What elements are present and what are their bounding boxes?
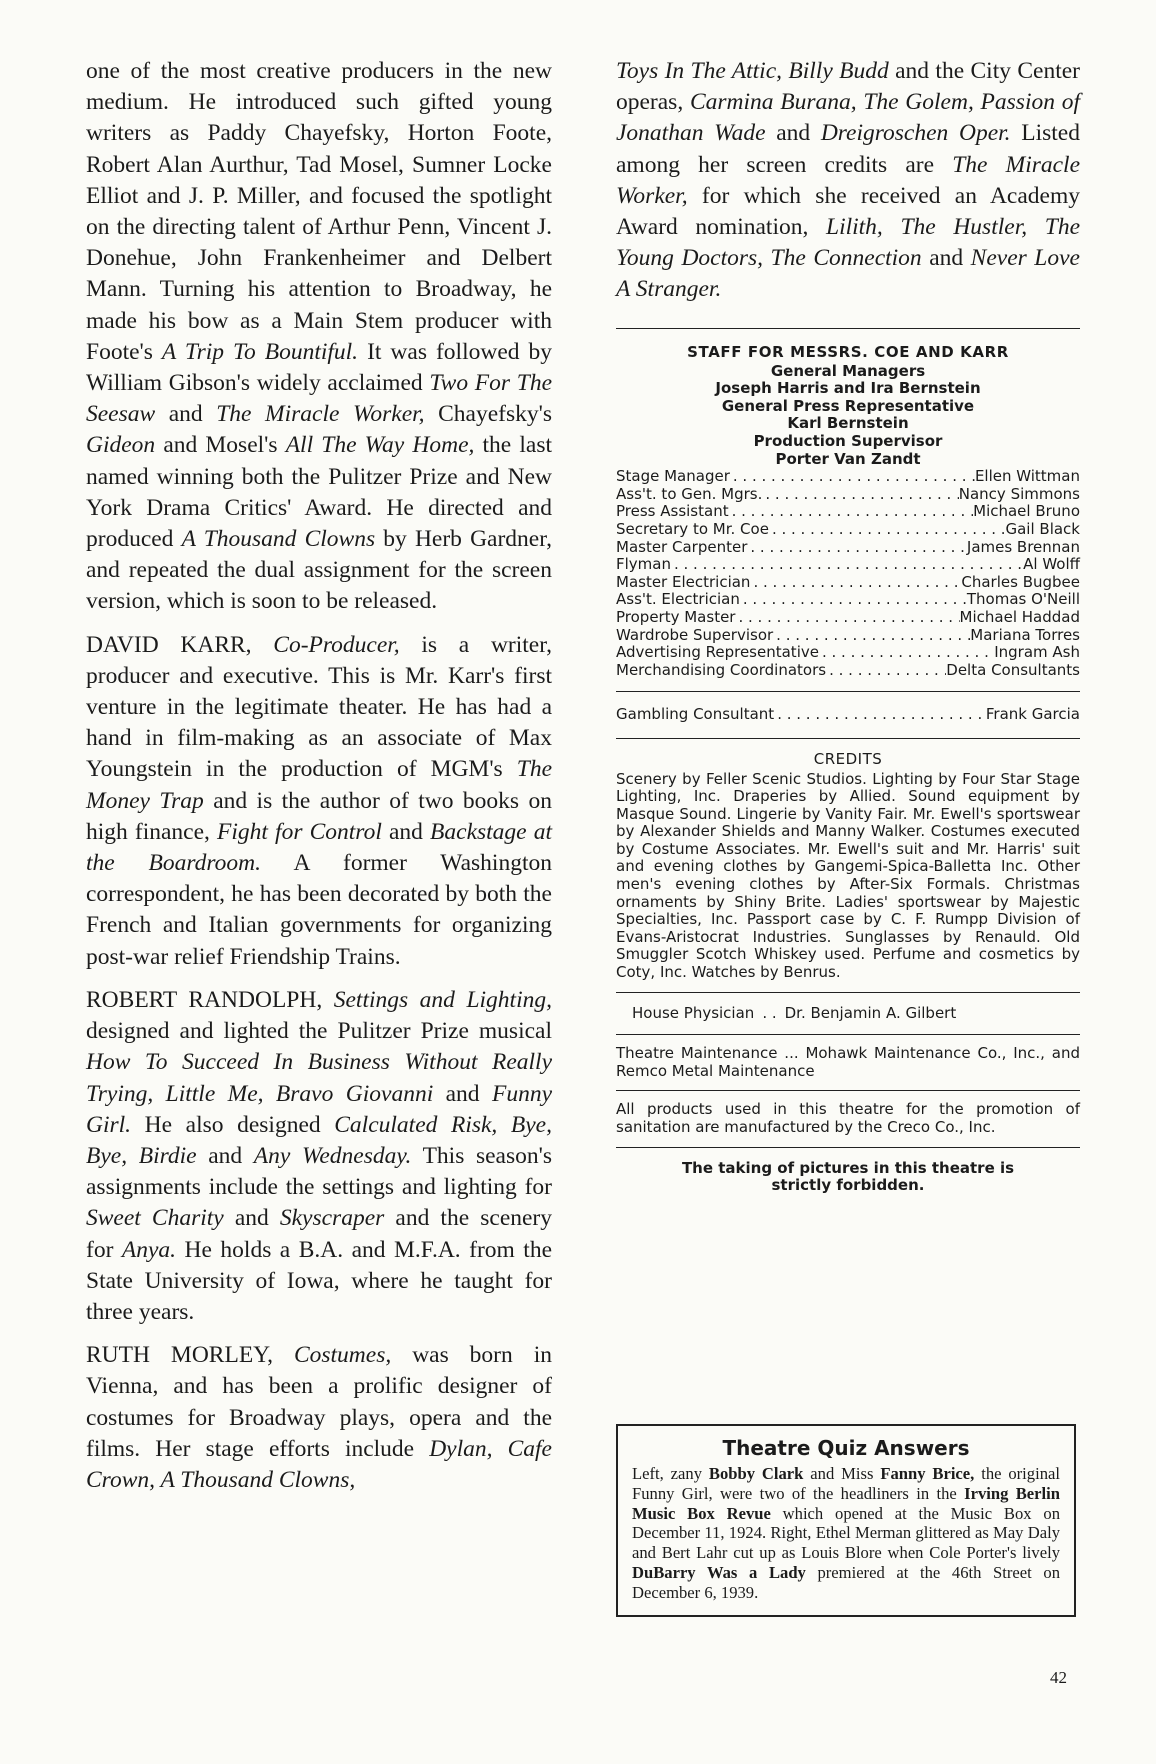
staff-role: Merchandising Coordinators <box>616 660 827 679</box>
bold-text: Irving Berlin Music Box Revue <box>632 1483 1060 1523</box>
text-run: and <box>765 120 821 147</box>
italic-title: Calculated Risk, Bye, Bye, Birdie <box>86 1111 552 1169</box>
staff-role: Secretary to Mr. Coe <box>616 519 769 538</box>
text-run: and <box>196 1142 254 1169</box>
staff-row <box>616 521 1080 539</box>
staff-role: Press Assistant <box>616 502 729 521</box>
divider <box>616 1090 1080 1091</box>
text-run: and <box>155 401 217 428</box>
staff-section <box>616 343 1080 680</box>
quiz-title: Theatre Quiz Answers <box>722 1436 970 1460</box>
credits-text: Scenery by Feller Scenic Studios. Lighting by Four Star Stage Lighting, Inc. Draperies by Allied. Sound equipment by Masque Sound. Lingerie by Vanity Fair. Mr. Ewell's sportswear by Alexander Shields and Manny Walker. Costumes executed by Costume Associates. Mr. Ewell's suit and Mr. Harris' suit and evening clothes by Gangemi-Spica-Balletta Inc. Other men's evening clothes by After-Six Formals. Christmas ornaments by Shiny Brite. Ladies' sportswear by Majestic Specialties, Inc. Passport case by C. F. Rumpp Division of Evans-Aristocrat Industries. Sunglasses by Renauld. Old Smuggler Scotch Whiskey used. Perfume and cosmetics by Coty, Inc. Watches by Benrus. <box>616 769 1080 982</box>
press-rep-label: General Press Representative <box>721 396 975 415</box>
staff-role: Advertising Representative <box>616 643 819 662</box>
text-run: A former Washington correspondent, he has been decorated by both the French and Italian governments for organizing post-war relief Friendship Trains. <box>86 850 552 970</box>
staff-name: Gail Black <box>1005 519 1080 538</box>
press-rep: Karl Bernstein <box>787 414 909 433</box>
divider <box>616 328 1080 329</box>
text-run: and <box>433 1080 492 1107</box>
italic-title: Skyscraper <box>279 1205 385 1232</box>
staff-row <box>616 574 1080 592</box>
general-managers: Joseph Harris and Ira Bernstein <box>715 379 981 398</box>
divider <box>616 738 1080 739</box>
text-run: by Herb Gardner, and repeated the dual assignment for the screen version, which is soon to be released. <box>86 526 552 615</box>
staff-role: Ass't. to Gen. Mgrs. <box>616 484 763 503</box>
text-run: RUTH MORLEY, <box>86 1342 294 1369</box>
bio-paragraph-robert-randolph <box>86 985 552 1328</box>
staff-name: Al Wolff <box>1023 555 1080 574</box>
text-run: and <box>381 818 431 845</box>
bio-paragraph-ruth-morley <box>86 1340 552 1496</box>
staff-role: Ass't. Electrician <box>616 590 740 609</box>
staff-name: Charles Bugbee <box>961 572 1080 591</box>
italic-title: How To Succeed In Business Without Really Trying, Little Me, Bravo Giovanni <box>86 1049 552 1107</box>
italic-title: Backstage at the Boardroom. <box>86 818 552 877</box>
italic-title: Two For The Seesaw <box>86 370 552 428</box>
theatre-maintenance: Theatre Maintenance ... Mohawk Maintenance Co., Inc., and Remco Metal Maintenance <box>616 1044 1080 1080</box>
italic-title: Fight for Control <box>217 818 382 845</box>
italic-title: Dreigroschen Oper. <box>820 120 1011 147</box>
bold-text: Fanny Brice, <box>880 1464 975 1483</box>
italic-title: Dylan, Cafe Crown, A Thousand Clowns, <box>86 1435 552 1493</box>
staff-name: Ellen Wittman <box>974 467 1080 486</box>
theatre-quiz-box <box>616 1424 1076 1617</box>
staff-name: Frank Garcia <box>985 705 1080 724</box>
quiz-answers-text <box>632 1464 1060 1603</box>
italic-title: Co-Producer, <box>273 631 400 658</box>
house-physician-row: House Physician . . Dr. Benjamin A. Gilbert <box>632 1003 957 1022</box>
right-column <box>616 56 1080 1195</box>
staff-role: Stage Manager <box>616 467 730 486</box>
staff-name: Dr. Benjamin A. Gilbert <box>784 1003 957 1022</box>
staff-row <box>616 644 1080 662</box>
credits-section <box>616 751 1080 982</box>
staff-row <box>616 662 1080 680</box>
staff-name: Ingram Ash <box>994 643 1080 662</box>
staff-row <box>616 556 1080 574</box>
text-run: and Miss <box>803 1464 881 1483</box>
text-run: for which she received an Academy Award nomination, <box>616 182 1080 241</box>
divider <box>616 1034 1080 1035</box>
text-run: It was followed by William Gibson's widely acclaimed <box>86 338 552 397</box>
italic-title: Funny Girl. <box>86 1080 553 1138</box>
italic-title: The Money Trap <box>86 756 552 814</box>
staff-name: James Brennan <box>966 537 1080 556</box>
staff-role: Master Electrician <box>616 572 751 591</box>
bio-paragraph-david-karr <box>86 630 552 973</box>
italic-title: A Trip To Bountiful. <box>161 338 359 365</box>
text-run: and Mosel's <box>155 432 286 459</box>
staff-role: House Physician <box>632 1003 755 1022</box>
staff-row <box>616 609 1080 627</box>
text-run: one of the most creative producers in the new medium. He introduced such gifted young writers as Paddy Chayefsky, Horton Foote, Robert Alan Aurthur, Tad Mosel, Sumner Locke Elliot and J. P. Miller, and focused the spotlight on the directing talent of Arthur Penn, Vincent J. Donehue, John Frankenheimer and Delbert Mann. Turning his attention to Broadway, he made his bow as a Main Stem producer with Foote's <box>86 58 552 365</box>
staff-role: Property Master <box>616 607 736 626</box>
text-run: Left, zany <box>632 1464 709 1483</box>
staff-name: Nancy Simmons <box>958 484 1080 503</box>
text-run: and the scenery for <box>86 1205 553 1263</box>
italic-title: Any Wednesday. <box>253 1142 412 1169</box>
staff-role: Wardrobe Supervisor <box>616 625 774 644</box>
staff-role: Flyman <box>616 555 671 574</box>
staff-row <box>616 486 1080 504</box>
italic-title: Sweet Charity <box>86 1205 224 1232</box>
text-run: and <box>223 1205 280 1232</box>
text-run: Chayefsky's <box>424 401 552 428</box>
divider <box>616 1147 1080 1148</box>
staff-role: Gambling Consultant <box>616 705 775 724</box>
staff-name: Mariana Torres <box>970 625 1080 644</box>
text-run: He holds a B.A. and M.F.A. from the State University of Iowa, where he taught for three years. <box>86 1236 553 1325</box>
text-run: was born in Vienna, and has been a prolific designer of costumes for Broadway plays, opera and the films. Her stage efforts include <box>86 1342 552 1462</box>
italic-title: Lilith, The Hustler, The Young Doctors, The Connection <box>616 214 1080 272</box>
staff-heading: STAFF FOR MESSRS. COE AND KARR <box>687 342 1009 361</box>
staff-row <box>616 539 1080 557</box>
text-run: This season's assignments include the settings and lighting for <box>86 1142 553 1201</box>
bold-text: DuBarry Was a Lady <box>632 1562 806 1582</box>
text-run: is a writer, producer and executive. This is Mr. Karr's first venture in the legitimate theater. He has had a hand in film-making as an associate of Max Youngstein in the production of MGM's <box>86 631 552 783</box>
text-run: premiered at the 46th Street on December 6, 1939. <box>632 1562 1060 1602</box>
staff-name: Michael Haddad <box>959 607 1080 626</box>
italic-title: A Thousand Clowns <box>181 526 376 553</box>
page-number: 42 <box>1050 1668 1067 1687</box>
italic-title: Never Love A Stranger. <box>616 245 1080 303</box>
italic-title: Gideon <box>86 432 156 459</box>
staff-name: Delta Consultants <box>946 660 1080 679</box>
left-column <box>86 56 552 1508</box>
italic-title: Carmina Burana, The Golem, Passion of Jonathan Wade <box>616 89 1080 147</box>
staff-list <box>616 468 1080 679</box>
bold-text: Bobby Clark <box>708 1464 804 1483</box>
staff-row <box>616 591 1080 609</box>
text-run: and <box>921 245 971 272</box>
italic-title: The Miracle Worker, <box>616 151 1081 209</box>
no-pictures-notice: The taking of pictures in this theatre is strictly forbidden. <box>681 1158 1015 1195</box>
italic-title: The Miracle Worker, <box>216 401 425 428</box>
staff-row <box>616 627 1080 645</box>
bio-paragraph-producer <box>86 56 552 618</box>
sanitation-notice: All products used in this theatre for the promotion of sanitation are manufactured by the Creco Co., Inc. <box>616 1100 1080 1136</box>
italic-title: Costumes, <box>293 1342 392 1369</box>
italic-title: Anya. <box>121 1236 177 1263</box>
staff-name: Michael Bruno <box>973 502 1080 521</box>
text-run: DAVID KARR, <box>86 631 274 658</box>
text-run: designed and lighted the Pulitzer Prize musical <box>86 1018 552 1045</box>
italic-title: Toys In The Attic, Billy Budd <box>616 58 889 84</box>
staff-name: Thomas O'Neill <box>966 590 1080 609</box>
credits-heading: CREDITS <box>813 749 883 768</box>
text-run: and the City Center operas, <box>616 58 1080 116</box>
gambling-consultant-row <box>616 706 1080 724</box>
text-run: He also designed <box>131 1111 335 1138</box>
text-run: the original Funny Girl, were two of the headliners in the <box>632 1464 1060 1503</box>
production-supervisor: Porter Van Zandt <box>775 449 921 468</box>
staff-role: Master Carpenter <box>616 537 748 556</box>
italic-title: All The Way Home, <box>285 432 475 459</box>
text-run: Listed among her screen credits are <box>616 120 1080 178</box>
production-supervisor-label: Production Supervisor <box>753 432 943 450</box>
text-run: the last named winning both the Pulitzer Prize and New York Drama Critics' Award. He directed and produced <box>86 432 553 553</box>
staff-row <box>616 503 1080 521</box>
text-run: and is the author of two books on high finance, <box>86 787 552 845</box>
bio-continuation-ruth-morley <box>616 56 1080 306</box>
text-run: which opened at the Music Box on December 11, 1924. Right, Ethel Merman glittered as May Daly and Bert Lahr cut up as Louis Blore when Cole Porter's lively <box>632 1503 1060 1563</box>
staff-row <box>616 468 1080 486</box>
text-run: ROBERT RANDOLPH, <box>86 986 334 1013</box>
general-managers-label: General Managers <box>770 361 926 380</box>
divider <box>616 691 1080 692</box>
divider <box>616 992 1080 993</box>
italic-title: Settings and Lighting, <box>333 986 552 1013</box>
